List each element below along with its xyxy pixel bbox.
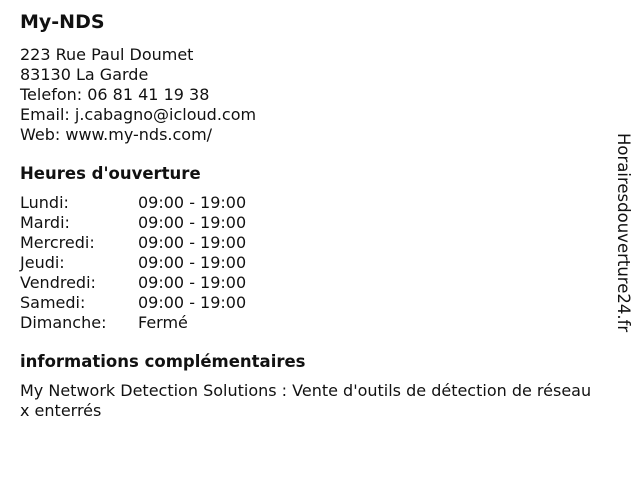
hours-time: 09:00 - 19:00 xyxy=(138,213,247,232)
hours-day: Mercredi: xyxy=(20,233,95,252)
web-line: Web: www.my-nds.com/ xyxy=(20,125,213,144)
hours-row-mercredi xyxy=(20,233,595,253)
contact-block xyxy=(20,45,595,145)
hours-day: Dimanche: xyxy=(20,313,107,332)
hours-row-samedi xyxy=(20,293,595,313)
business-card xyxy=(20,9,595,421)
hours-day: Vendredi: xyxy=(20,273,96,292)
hours-table xyxy=(20,193,595,333)
hours-time: 09:00 - 19:00 xyxy=(138,253,247,272)
hours-time: 09:00 - 19:00 xyxy=(138,193,247,212)
hours-row-vendredi xyxy=(20,273,595,293)
info-description: My Network Detection Solutions : Vente d'outils de détection de réseaux enterrés xyxy=(20,381,592,420)
site-watermark: Horairesdouverture24.fr xyxy=(614,133,633,333)
hours-row-jeudi xyxy=(20,253,595,273)
hours-day: Mardi: xyxy=(20,213,70,232)
business-name: My-NDS xyxy=(20,11,105,33)
hours-row-lundi xyxy=(20,193,595,213)
hours-day: Samedi: xyxy=(20,293,86,312)
hours-day: Lundi: xyxy=(20,193,69,212)
hours-row-dimanche xyxy=(20,313,595,333)
hours-time: 09:00 - 19:00 xyxy=(138,273,247,292)
address-city: 83130 La Garde xyxy=(20,65,149,84)
hours-time: 09:00 - 19:00 xyxy=(138,233,247,252)
email-line: Email: j.cabagno@icloud.com xyxy=(20,105,257,124)
info-heading: informations complémentaires xyxy=(20,352,306,371)
hours-time: 09:00 - 19:00 xyxy=(138,293,247,312)
address-street: 223 Rue Paul Doumet xyxy=(20,45,194,64)
phone-line: Telefon: 06 81 41 19 38 xyxy=(20,85,210,104)
hours-heading: Heures d'ouverture xyxy=(20,164,201,183)
hours-day: Jeudi: xyxy=(20,253,65,272)
hours-row-mardi xyxy=(20,213,595,233)
hours-time: Fermé xyxy=(138,313,188,332)
